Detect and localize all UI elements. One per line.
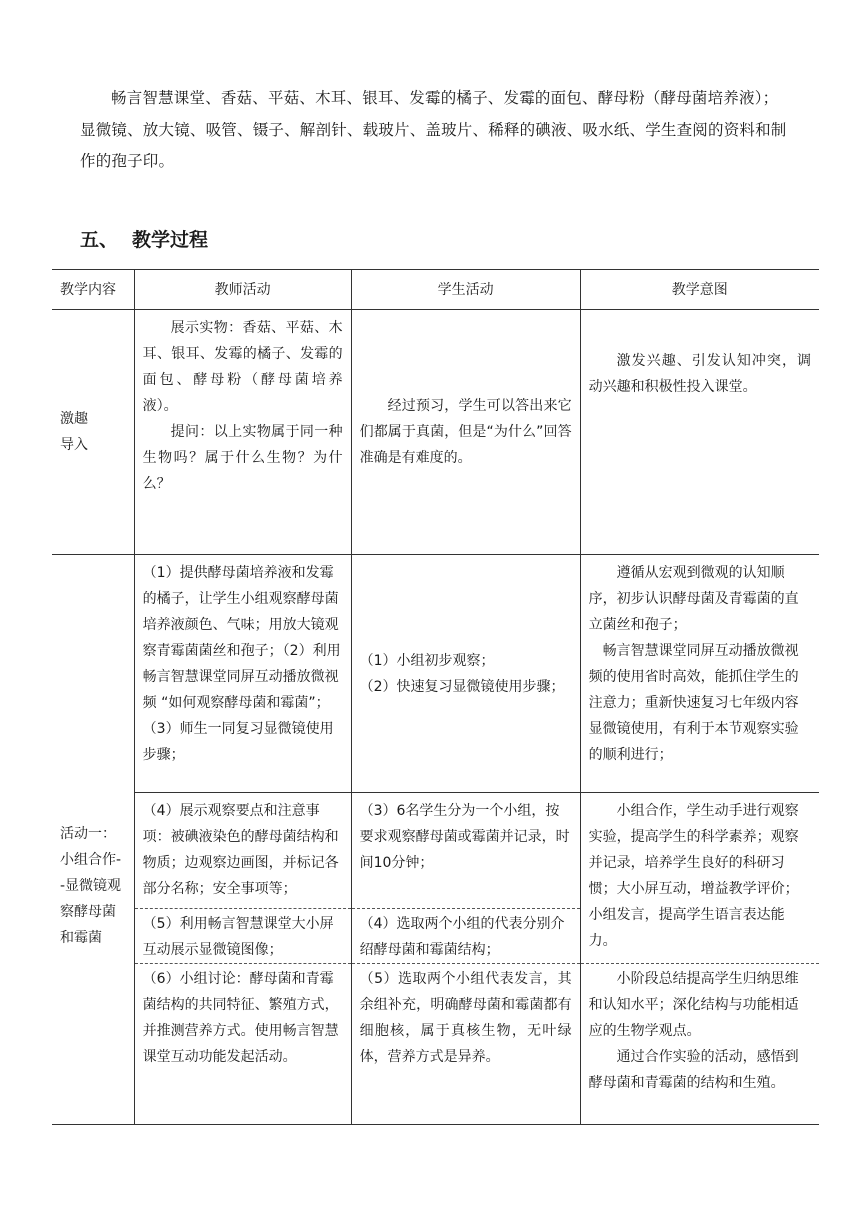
activity1-content-text: 活动一：小组合作--显微镜观察酵母菌和霉菌 [60, 825, 122, 946]
activity1-b-intent-cell [580, 793, 819, 964]
table-row-activity1-a [52, 555, 819, 793]
intro-content-line2: 导入 [60, 437, 88, 453]
activity1-b-teacher-cell [134, 793, 351, 909]
activity1-d-intent-p1: 小阶段总结提高学生归纳思维和认知水平；深化结构与功能相适应的生物学观点。 [588, 971, 799, 1039]
materials-paragraph: 畅言智慧课堂、香菇、平菇、木耳、银耳、发霉的橘子、发霉的面包、酵母粉（酵母菌培养液）；显微镜、放大镜、吸管、镊子、解剖针、载玻片、盖玻片、稀释的碘液、吸水纸、学生查阅的资料和制作的孢子印。 [80, 89, 787, 170]
intro-teacher-p2: 提问：以上实物属于同一种生物吗？属于什么生物？为什么？ [142, 424, 343, 492]
table-header-row [52, 270, 819, 310]
activity1-c-teacher-cell [134, 909, 351, 964]
activity1-content-cell [52, 555, 134, 1125]
intro-intent-cell [580, 310, 819, 555]
intro-teacher-cell [134, 310, 351, 555]
intro-teacher-p1: 展示实物：香菇、平菇、木耳、银耳、发霉的橘子、发霉的面包、酵母粉（酵母菌培养液）。 [142, 320, 343, 414]
header-student: 学生活动 [351, 270, 580, 310]
activity1-b-teacher-text: （4）展示观察要点和注意事项：被碘液染色的酵母菌结构和物质；边观察边画图，并标记各部分名称；安全事项等； [142, 803, 339, 897]
header-content: 教学内容 [52, 270, 134, 310]
activity1-d-teacher-cell [134, 964, 351, 1125]
activity1-a-student-cell [351, 555, 580, 793]
activity1-c-student-cell [351, 909, 580, 964]
section-title: 教学过程 [132, 229, 209, 251]
intro-intent-text: 激发兴趣、引发认知冲突，调动兴趣和积极性投入课堂。 [588, 353, 811, 395]
activity1-d-student-cell [351, 964, 580, 1125]
activity1-a-student-l2: （2）快速复习显微镜使用步骤； [359, 678, 565, 695]
activity1-c-student-text: （4）选取两个小组的代表分别介绍酵母菌和霉菌结构； [359, 916, 565, 958]
header-intent: 教学意图 [580, 270, 819, 310]
intro-student-cell [351, 310, 580, 555]
activity1-b-intent-text: 小组合作，学生动手进行观察实验，提高学生的科学素养；观察并记录，培养学生良好的科研习惯；大小屏互动，增益教学评价；小组发言，提高学生语言表达能力。 [588, 803, 799, 949]
intro-content-line1: 激趣 [60, 411, 88, 427]
activity1-c-teacher-text: （5）利用畅言智慧课堂大小屏互动展示显微镜图像； [142, 916, 334, 958]
table-row-intro [52, 310, 819, 555]
activity1-b-student-text: （3）6名学生分为一个小组，按要求观察酵母菌或霉菌并记录，时间10分钟； [359, 803, 570, 871]
activity1-d-teacher-text: （6）小组讨论：酵母菌和青霉菌结构的共同特征、繁殖方式，并推测营养方式。使用畅言智慧课堂互动功能发起活动。 [142, 971, 339, 1065]
activity1-d-student-text: （5）选取两个小组代表发言，其余组补充，明确酵母菌和霉菌都有细胞核，属于真核生物，无叶绿体，营养方式是异养。 [359, 971, 572, 1065]
activity1-d-intent-p2: 通过合作实验的活动，感悟到酵母菌和青霉菌的结构和生殖。 [588, 1049, 799, 1091]
header-teacher: 教师活动 [134, 270, 351, 310]
activity1-b-student-cell [351, 793, 580, 909]
activity1-a-teacher-text: （1）提供酵母菌培养液和发霉的橘子，让学生小组观察酵母菌培养液颜色、气味；用放大镜观察青霉菌菌丝和孢子；（2）利用畅言智慧课堂同屏互动播放微视频 “如何观察酵母菌和霉菌”；（3）师生一同复习显微镜使用步骤； [142, 565, 341, 763]
intro-student-text: 经过预习，学生可以答出来它们都属于真菌，但是“为什么”回答准确是有难度的。 [359, 398, 572, 466]
activity1-a-student-l1: （1）小组初步观察； [359, 652, 495, 669]
intro-content-cell [52, 310, 134, 555]
section-heading [80, 225, 208, 255]
activity1-a-teacher-cell [134, 555, 351, 793]
table-row-activity1-d [52, 964, 819, 1125]
section-number: 五、 [80, 229, 119, 251]
activity1-a-intent-p2: 畅言智慧课堂同屏互动播放微视频的使用省时高效，能抓住学生的注意力；重新快速复习七年级内容显微镜使用，有利于本节观察实验的顺利进行； [588, 643, 799, 763]
activity1-a-intent-p1: 遵循从宏观到微观的认知顺序，初步认识酵母菌及青霉菌的直立菌丝和孢子； [588, 565, 799, 633]
table-row-activity1-b [52, 793, 819, 909]
activity1-d-intent-cell [580, 964, 819, 1125]
activity1-a-intent-cell [580, 555, 819, 793]
teaching-process-table [52, 269, 819, 1125]
